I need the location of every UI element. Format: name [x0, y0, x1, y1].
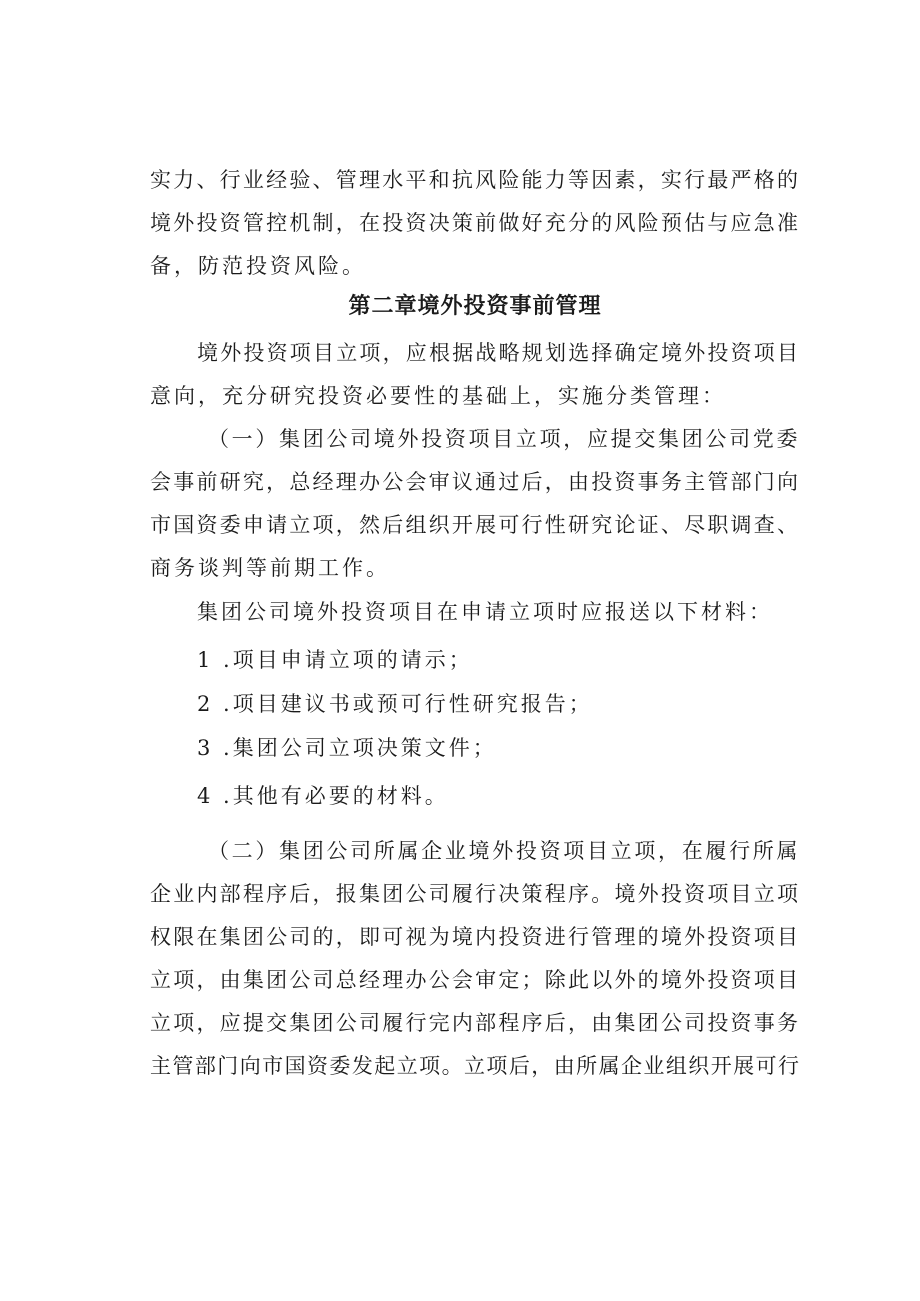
list-item: 2 .项目建议书或预可行性研究报告；: [197, 692, 593, 716]
list-item: 3 .集团公司立项决策文件；: [197, 736, 497, 760]
paragraph-5-line-2: 企业内部程序后，报集团公司履行决策程序。境外投资项目立项: [150, 882, 800, 906]
paragraph-5-line-5: 立项，应提交集团公司履行完内部程序后，由集团公司投资事务: [150, 1011, 800, 1035]
paragraph-5-line-6: 主管部门向市国资委发起立项。立项后，由所属企业组织开展可行: [150, 1054, 800, 1078]
list-item: 4 .其他有必要的材料。: [197, 784, 449, 808]
paragraph-2-line-1: 境外投资项目立项，应根据战略规划选择确定境外投资项目: [197, 341, 800, 365]
paragraph-5-line-3: 权限在集团公司的，即可视为境内投资进行管理的境外投资项目: [150, 925, 800, 949]
paragraph-3-line-3: 市国资委申请立项，然后组织开展可行性研究论证、尽职调查、: [150, 513, 800, 537]
list-item: 1 .项目申请立项的请示；: [197, 648, 473, 672]
paragraph-1-line-1: 实力、行业经验、管理水平和抗风险能力等因素，实行最严格的: [150, 168, 800, 192]
chapter-heading: 第二章境外投资事前管理: [348, 294, 602, 319]
paragraph-1-line-2: 境外投资管控机制，在投资决策前做好充分的风险预估与应急准: [150, 211, 800, 235]
paragraph-1-line-3: 备，防范投资风险。: [150, 254, 366, 278]
paragraph-3-line-1: （一）集团公司境外投资项目立项，应提交集团公司党委: [208, 427, 800, 451]
paragraph-3-line-4: 商务谈判等前期工作。: [150, 556, 390, 580]
paragraph-5-line-1: （二）集团公司所属企业境外投资项目立项，在履行所属: [208, 839, 800, 863]
paragraph-5-line-4: 立项，由集团公司总经理办公会审定；除此以外的境外投资项目: [150, 968, 800, 992]
paragraph-2-line-2: 意向，充分研究投资必要性的基础上，实施分类管理：: [150, 384, 726, 408]
paragraph-4-line-1: 集团公司境外投资项目在申请立项时应报送以下材料：: [197, 600, 773, 624]
paragraph-3-line-2: 会事前研究，总经理办公会审议通过后，由投资事务主管部门向: [150, 470, 800, 494]
